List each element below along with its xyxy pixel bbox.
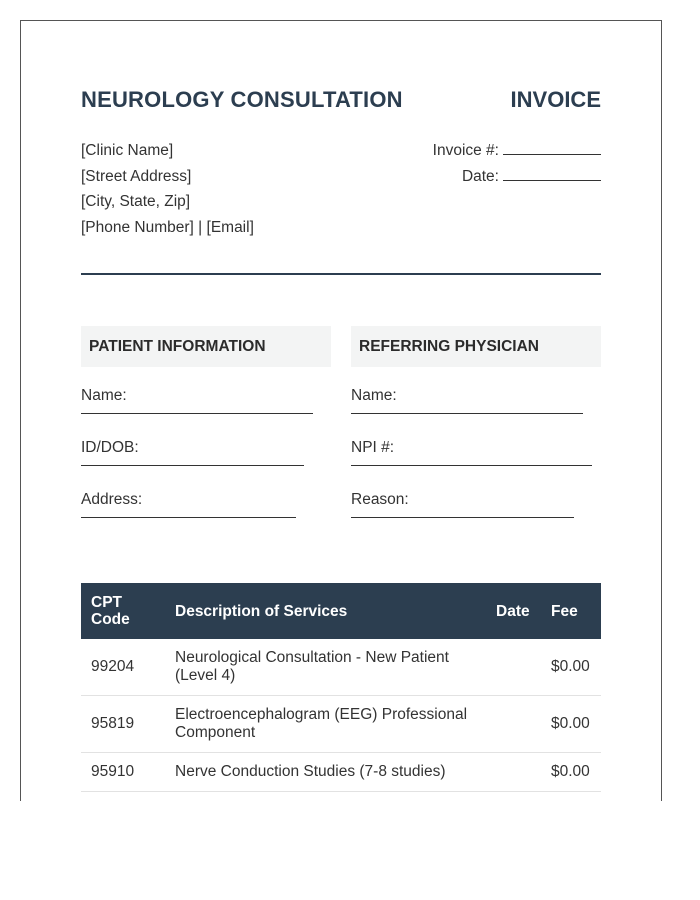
patient-address-label: Address: xyxy=(81,491,143,508)
physician-npi-label: NPI #: xyxy=(351,439,395,456)
invoice-date-field[interactable] xyxy=(503,166,601,181)
column-header-fee: Fee xyxy=(551,602,578,620)
invoice-meta xyxy=(433,138,601,189)
physician-reason-input[interactable] xyxy=(351,517,574,518)
patient-name-input[interactable] xyxy=(81,413,313,414)
physician-reason-field xyxy=(351,471,601,523)
physician-name-field xyxy=(351,367,601,419)
patient-name-field xyxy=(81,367,331,419)
clinic-street: [Street Address] xyxy=(81,167,192,185)
physician-npi-input[interactable] xyxy=(351,465,592,466)
patient-information-heading: PATIENT INFORMATION xyxy=(81,326,331,367)
table-row xyxy=(81,753,601,792)
cpt-code-cell: 99204 xyxy=(81,639,165,696)
invoice-date-row xyxy=(433,164,601,190)
column-header-cpt-code: CPT Code xyxy=(91,594,130,628)
invoice-number-row xyxy=(433,138,601,164)
clinic-info xyxy=(81,138,254,240)
date-cell xyxy=(486,753,541,792)
document-type-label: INVOICE xyxy=(510,87,601,112)
patient-name-label: Name: xyxy=(81,387,127,404)
physician-name-input[interactable] xyxy=(351,413,583,414)
column-header-description: Description of Services xyxy=(175,602,348,620)
fee-cell: $0.00 xyxy=(541,639,601,696)
description-cell: Electroencephalogram (EEG) Professional Component xyxy=(165,696,486,753)
date-cell xyxy=(486,696,541,753)
table-row xyxy=(81,696,601,753)
fee-cell: $0.00 xyxy=(541,753,601,792)
invoice-date-label: Date: xyxy=(461,167,499,185)
table-row xyxy=(81,639,601,696)
description-cell: Neurological Consultation - New Patient (Level 4) xyxy=(165,639,486,696)
column-header-date: Date xyxy=(496,602,530,620)
referring-physician-section xyxy=(351,326,601,523)
patient-address-input[interactable] xyxy=(81,517,296,518)
patient-id-dob-label: ID/DOB: xyxy=(81,439,139,456)
invoice-title: NEUROLOGY CONSULTATION xyxy=(81,87,403,112)
clinic-contact: [Phone Number] | [Email] xyxy=(81,218,254,236)
physician-reason-label: Reason: xyxy=(351,491,409,508)
patient-address-field xyxy=(81,471,331,523)
services-table xyxy=(81,583,601,792)
clinic-city: [City, State, Zip] xyxy=(81,193,191,210)
invoice-number-field[interactable] xyxy=(503,140,601,155)
patient-information-section xyxy=(81,326,331,523)
clinic-name: [Clinic Name] xyxy=(81,142,174,159)
cpt-code-cell: 95819 xyxy=(81,696,165,753)
physician-name-label: Name: xyxy=(351,387,397,404)
fee-cell: $0.00 xyxy=(541,696,601,753)
description-cell: Nerve Conduction Studies (7-8 studies) xyxy=(165,753,486,792)
patient-id-dob-field xyxy=(81,419,331,471)
cpt-code-cell: 95910 xyxy=(81,753,165,792)
header-divider xyxy=(81,273,601,275)
invoice-page xyxy=(20,20,662,801)
patient-id-dob-input[interactable] xyxy=(81,465,304,466)
services-header-row xyxy=(81,583,601,639)
physician-npi-field xyxy=(351,419,601,471)
date-cell xyxy=(486,639,541,696)
invoice-number-label: Invoice #: xyxy=(432,142,499,159)
referring-physician-heading: REFERRING PHYSICIAN xyxy=(351,326,601,367)
